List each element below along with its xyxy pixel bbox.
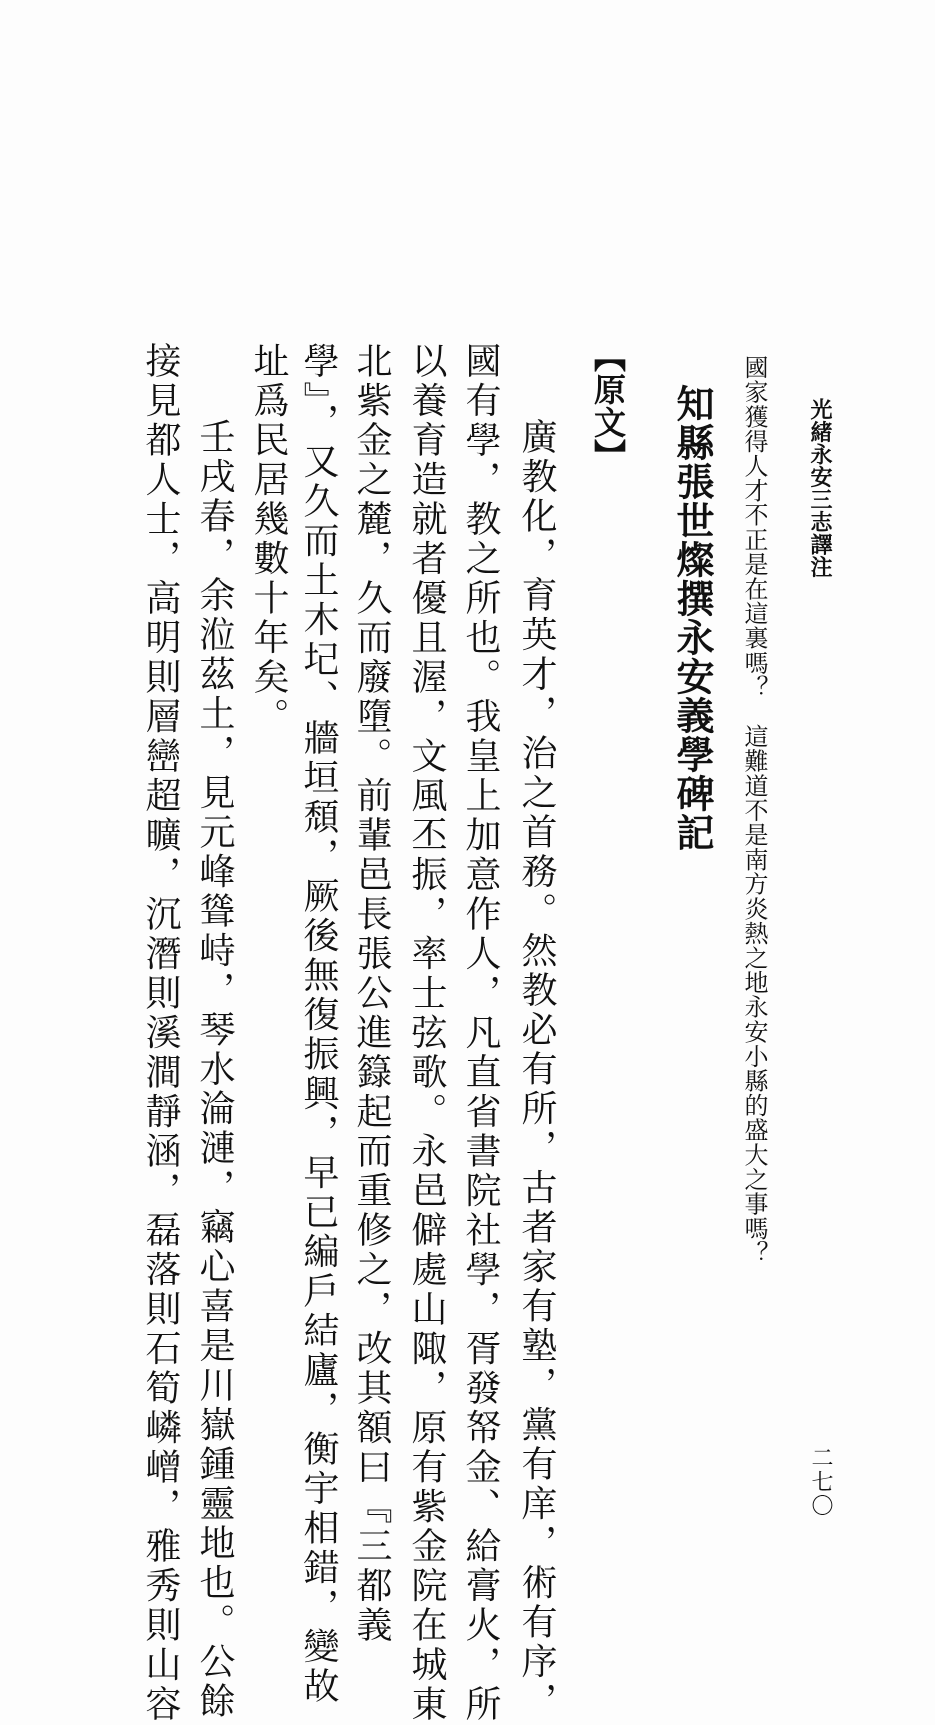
text-column-4: 北紫金之麓，久而廢墮。前輩邑長張公進籙起而重修之，改其額曰『三都義 <box>351 342 392 1646</box>
text-column-2: 國有學，教之所也。我皇上加意作人，凡直省書院社學，胥發帑金、給膏火，所 <box>460 342 501 1725</box>
text-column-8: 接見都人士，高明則層巒超曠，沉潛則溪澗靜涵，磊落則石筍嶙嶒，雅秀則山容 <box>140 342 181 1725</box>
text-column-1: 廣教化，育英才，治之首務。然教必有所，古者家有塾，黨有庠，術有序， <box>516 418 557 1722</box>
previous-translation-line: 國家獲得人才不正是在這裏嗎？ 這難道不是南方炎熱之地永安小縣的盛大之事嗎？ <box>740 355 768 1266</box>
text-column-7: 壬戌春，余涖茲土，見元峰聳峙，琴水淪漣，竊心喜是川嶽鍾靈地也。公餘 <box>194 418 235 1722</box>
book-title: 光緒永安三志譯注 <box>807 398 833 578</box>
text-column-3: 以養育造就者優且渥，文風丕振，率士弦歌。永邑僻處山陬，原有紫金院在城東 <box>406 342 447 1725</box>
text-column-5: 學』，又久而土木圮、牆垣頹，厥後無復振興，早已編戶結廬，衡宇相錯，變故 <box>298 342 339 1707</box>
section-label-original-text: 【原文】 <box>589 340 627 472</box>
text-column-6: 址爲民居幾數十年矣。 <box>248 342 289 737</box>
article-title: 知縣張世燦撰永安義學碑記 <box>670 384 715 852</box>
page-number: 二七〇 <box>808 1446 833 1518</box>
